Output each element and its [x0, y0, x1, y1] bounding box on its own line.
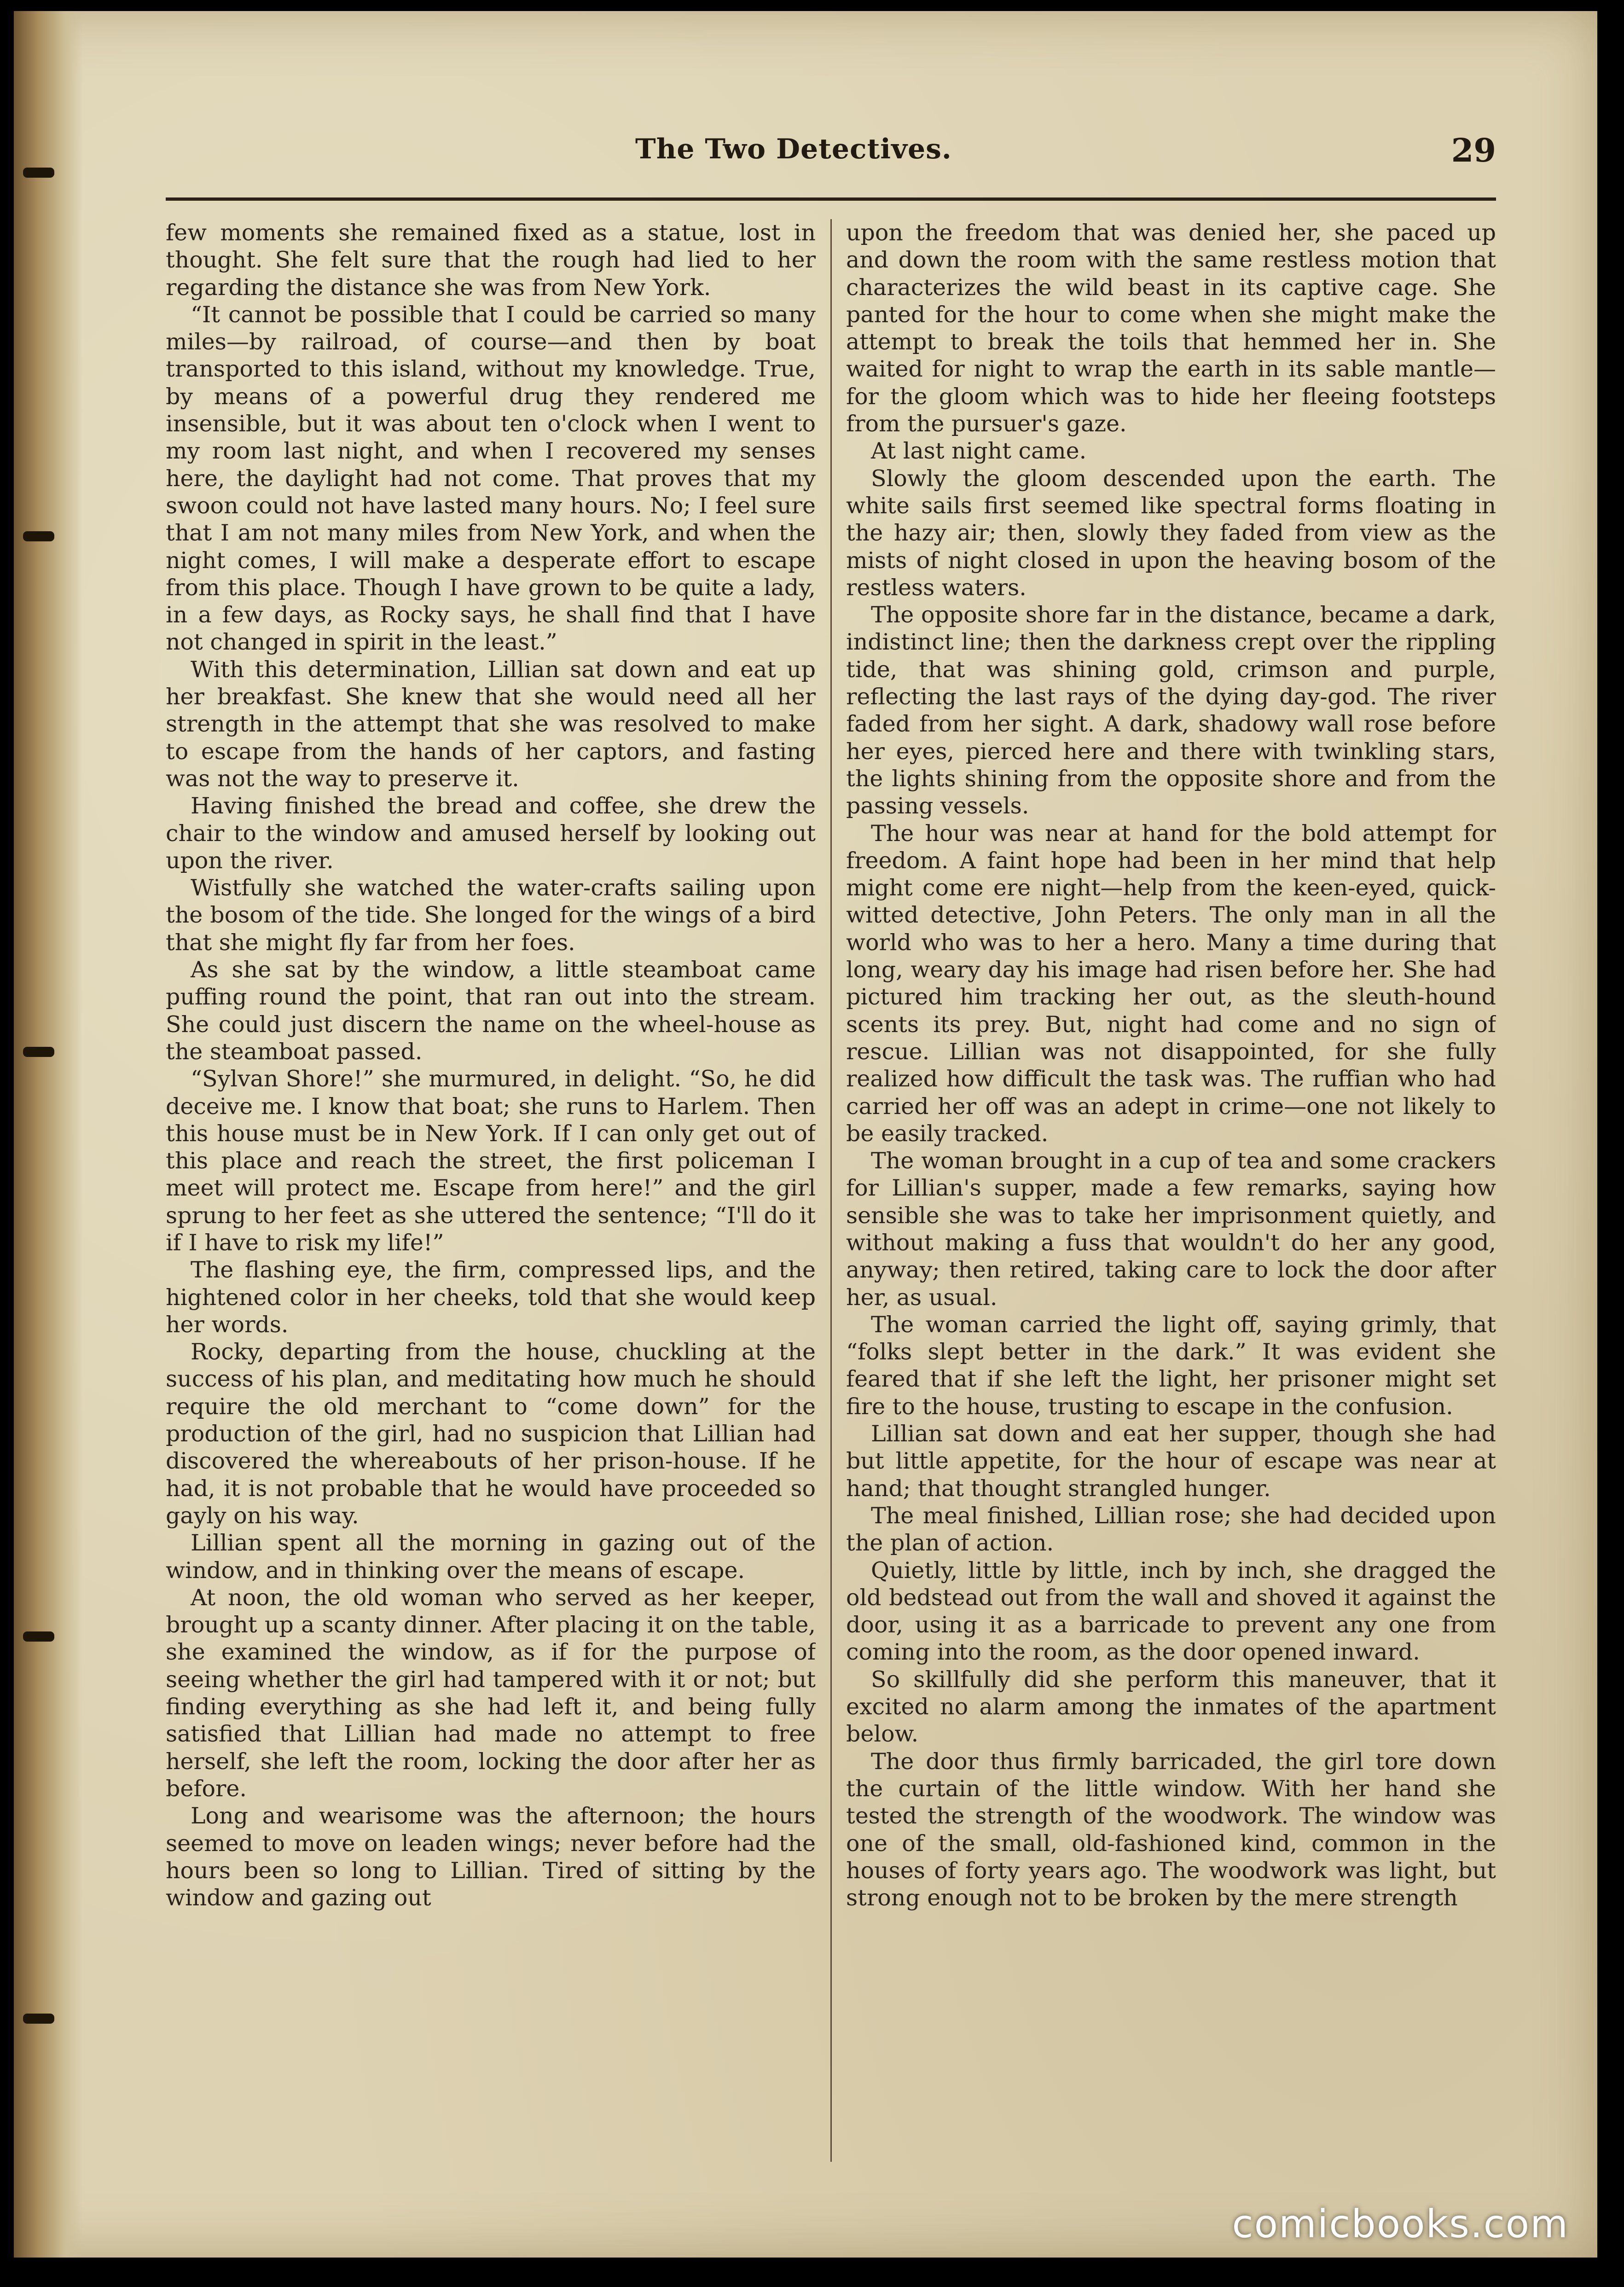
paragraph: “It cannot be possible that I could be carried so many miles—by railroad, of course—and then by boat transported to this island, without my knowledge. True, by means of a powerful drug they rendered me insensible, but it was about ten o'clock when I went to my room last night, and when I recovered my senses here, the daylight had not come. That proves that my swoon could not have lasted many hours. No; I feel sure that I am not many miles from New York, and when the night comes, I will make a desperate effort to escape from this place. Though I have grown to be quite a lady, in a few days, as Rocky says, he shall find that I have not changed in spirit in the least.” [166, 301, 816, 656]
column-divider [830, 219, 832, 2162]
paragraph: At last night came. [871, 438, 1087, 464]
site-watermark: comicbooks.com [1232, 2201, 1569, 2246]
paragraph: Lillian sat down and eat her supper, though she had but little appetite, for the hour of escape was near at hand; that thought strangled hunger. [846, 1421, 1496, 1502]
binding-staple [23, 168, 54, 178]
page-header [166, 133, 1496, 179]
paragraph: The flashing eye, the firm, compressed lips, and the hightened color in her cheeks, told that she would keep her words. [166, 1257, 816, 1338]
running-head: The Two Detectives. [635, 133, 952, 165]
paragraph: few moments she remained fixed as a statue, lost in thought. She felt sure that the rough had lied to her regarding the distance she was from New York. [166, 220, 816, 301]
header-rule [166, 197, 1496, 201]
paragraph: The woman brought in a cup of tea and some crackers for Lillian's supper, made a few remarks, saying how sensible she was to take her imprisonment quietly, and without making a fuss that wouldn't do her any good, anyway; then retired, taking care to lock the door after her, as usual. [846, 1148, 1496, 1311]
binding-gutter [14, 11, 83, 2258]
binding-staple [23, 531, 54, 541]
paragraph: Rocky, departing from the house, chuckling at the success of his plan, and meditating how much he should require the old merchant to “come down” for the production of the girl, had no suspicion that Lillian had discovered the whereabouts of her prison-house. If he had, it is not probable that he would have proceeded so gayly on his way. [166, 1339, 816, 1529]
paragraph: Lillian spent all the morning in gazing out of the window, and in thinking over the means of escape. [166, 1530, 816, 1584]
book-page [14, 11, 1597, 2258]
paragraph: The meal finished, Lillian rose; she had decided upon the plan of action. [846, 1502, 1496, 1556]
paragraph: As she sat by the window, a little steamboat came puffing round the point, that ran out into the stream. She could just discern the name on the wheel-house as the steamboat passed. [166, 957, 816, 1065]
paragraph: Wistfully she watched the water-crafts sailing upon the bosom of the tide. She longed for the wings of a bird that she might fly far from her foes. [166, 875, 816, 956]
binding-staple [23, 1631, 54, 1642]
paragraph: At noon, the old woman who served as her keeper, brought up a scanty dinner. After placing it on the table, she examined the window, as if for the purpose of seeing whether the girl had tampered with it or not; but finding everything as she had left it, and being fully satisfied that Lillian had made no attempt to free herself, she left the room, locking the door after her as before. [166, 1584, 816, 1802]
paragraph: Quietly, little by little, inch by inch, she dragged the old bedstead out from the wall and shoved it against the door, using it as a barricade to prevent any one from coming into the room, as the door opened inward. [846, 1557, 1496, 1666]
paragraph: The door thus firmly barricaded, the girl tore down the curtain of the little window. With her hand she tested the strength of the woodwork. The window was one of the small, old-fashioned kind, common in the houses of forty years ago. The woodwork was light, but strong enough not to be broken by the mere strength [846, 1748, 1496, 1911]
paragraph: Slowly the gloom descended upon the earth. The white sails first seemed like spectral forms floating in the hazy air; then, slowly they faded from view as the mists of night closed in upon the heaving bosom of the restless waters. [846, 465, 1496, 601]
page-number: 29 [1451, 131, 1496, 169]
paragraph: “Sylvan Shore!” she murmured, in delight. “So, he did deceive me. I know that boat; she runs to Harlem. Then this house must be in New York. If I can only get out of this place and reach the street, the first policeman I meet will protect me. Escape from here!” and the girl sprung to her feet as she uttered the sentence; “I'll do it if I have to risk my life!” [166, 1066, 816, 1256]
paragraph: The woman carried the light off, saying grimly, that “folks slept better in the dark.” It was evident she feared that if she left the light, her prisoner might set fire to the house, trusting to escape in the confusion. [846, 1311, 1496, 1420]
binding-staple [23, 2014, 54, 2024]
paragraph: So skillfully did she perform this maneuver, that it excited no alarm among the inmates of the apartment below. [846, 1666, 1496, 1747]
paragraph: upon the freedom that was denied her, she paced up and down the room with the same restless motion that characterizes the wild beast in its captive cage. She panted for the hour to come when she might make the attempt to break the toils that hemmed her in. She waited for night to wrap the earth in its sable mantle—for the gloom which was to hide her fleeing footsteps from the pursuer's gaze. [846, 220, 1496, 437]
paragraph: With this determination, Lillian sat down and eat up her breakfast. She knew that she would need all her strength in the attempt that she was resolved to make to escape from the hands of her captors, and fasting was not the way to preserve it. [166, 656, 816, 792]
binding-staple [23, 1047, 54, 1057]
paragraph: The opposite shore far in the distance, became a dark, indistinct line; then the darkness crept over the rippling tide, that was shining gold, crimson and purple, reflecting the last rays of the dying day-god. The river faded from her sight. A dark, shadowy wall rose before her eyes, pierced here and there with twinkling stars, the lights shining from the opposite shore and from the passing vessels. [846, 602, 1496, 819]
right-column [846, 219, 1496, 2162]
left-column [166, 219, 816, 2162]
paragraph: The hour was near at hand for the bold attempt for freedom. A faint hope had been in her mind that help might come ere night—help from the keen-eyed, quick-witted detective, John Peters. The only man in all the world who was to her a hero. Many a time during that long, weary day his image had risen before her. She had pictured him tracking her out, as the sleuth-hound scents its prey. But, night had come and no sign of rescue. Lillian was not disappointed, for she fully realized how difficult the task was. The ruffian who had carried her off was an adept in crime—one not likely to be easily tracked. [846, 820, 1496, 1147]
paragraph: Having finished the bread and coffee, she drew the chair to the window and amused herself by looking out upon the river. [166, 793, 816, 874]
paragraph: Long and wearisome was the afternoon; the hours seemed to move on leaden wings; never before had the hours been so long to Lillian. Tired of sitting by the window and gazing out [166, 1803, 816, 1911]
